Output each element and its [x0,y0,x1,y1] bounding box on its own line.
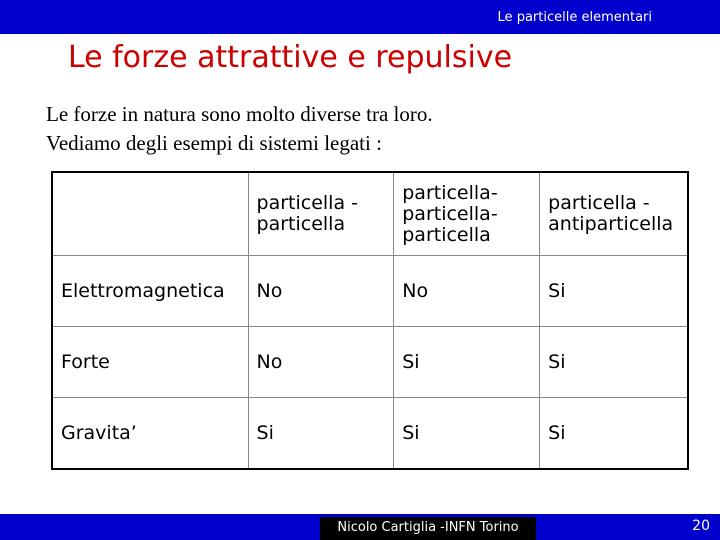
table-row [52,398,688,470]
header-cell-three-particelle [394,172,540,256]
header-line: antiparticella [548,213,674,235]
table-cell: Si [248,398,394,470]
table-cell: Si [540,256,688,327]
header-line: particella - [256,192,358,214]
header-cell-particella-antiparticella [540,172,688,256]
header-cell-empty [52,172,248,256]
table-cell: No [248,327,394,398]
header-cell-particella-particella [248,172,394,256]
table-row [52,327,688,398]
table-cell: Si [540,327,688,398]
header-line: particella [402,223,491,246]
table-cell: No [248,256,394,327]
table-cell: Si [394,398,540,470]
intro-line-1: Le forze in natura sono molto diverse tra loro. [46,102,433,126]
table-row [52,256,688,327]
header-line: particella- [402,181,498,204]
table-cell: Elettromagnetica [52,256,248,327]
table-cell: Si [540,398,688,470]
table-cell: Gravita’ [52,398,248,470]
intro-text [46,100,433,158]
header-text: Le particelle elementari [497,10,652,25]
table-cell: Si [394,327,540,398]
table-cell: Forte [52,327,248,398]
forces-table [51,171,689,470]
slide-title: Le forze attrattive e repulsive [67,40,513,75]
header-line: particella [256,213,346,235]
table-cell: No [394,256,540,327]
intro-line-2: Vediamo degli esempi di sistemi legati : [46,131,382,155]
header-line: particella- [402,202,498,225]
footer-author: Nicolo Cartiglia -INFN Torino [320,517,536,540]
page-number: 20 [692,518,710,534]
top-bar [0,0,720,34]
table-header-row [52,172,688,256]
header-line: particella - [548,192,650,214]
